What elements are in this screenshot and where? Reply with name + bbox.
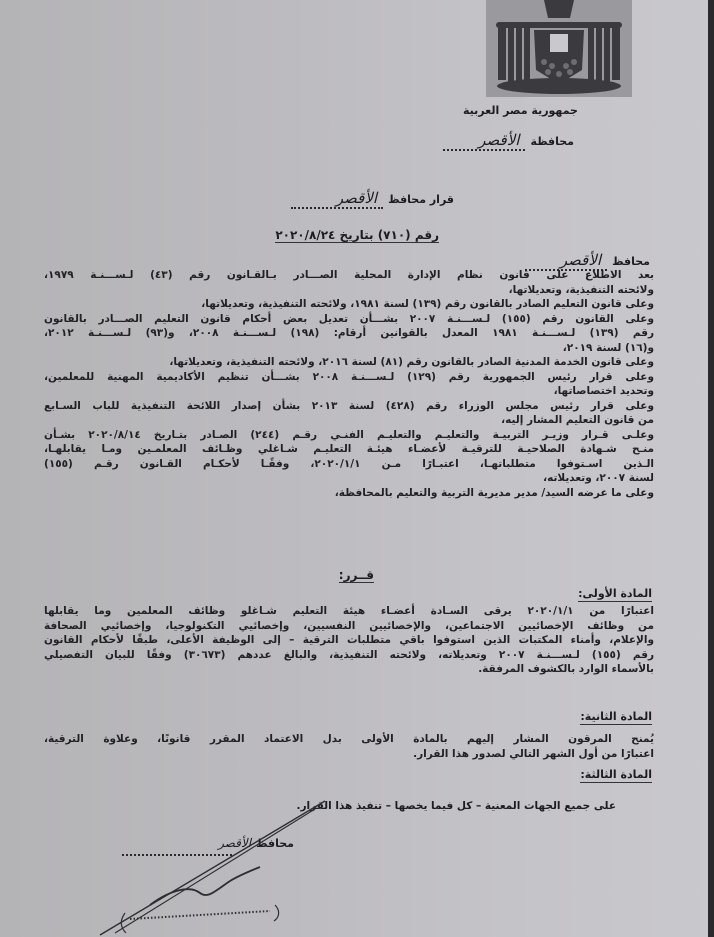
preamble-line: الـذين اسـتوفوا متطلباتهـا، اعتبـارًا مـن ٢٠٢٠/١/١، وفقًـا لأحكـام القـانون رقـم (١٥٥)	[44, 457, 654, 470]
preamble-line: بعد الاطلاع على قانون نظام الإدارة المحلية الصـــادر بـالقـانون رقم (٤٣) لـســـنـة ١٩٧٩،	[44, 269, 654, 281]
preamble	[44, 268, 654, 500]
signature-label: محافظ	[256, 837, 294, 850]
preamble-line: وعلى قانون التعليم الصادر بالقانون رقم (١٣٩) لسنة ١٩٨١، ولائحته التنفيذية، وتعديلاتها،	[201, 298, 654, 310]
decree-number-date: رقم (٧١٠) بتاريخ ٢٠٢٠/٨/٢٤	[275, 228, 439, 242]
article-2-body	[44, 732, 654, 761]
article-3-title: المادة الثالثة:	[580, 768, 652, 781]
article-line: اعتبارًا من ٢٠٢٠/١/١ يرقى السـادة أعضـاء هيئة التعليم شـاغلو وظائف المعلمين وما يقابلها	[44, 605, 654, 617]
article-1-title: المادة الأولى:	[578, 587, 652, 600]
preamble-clause	[44, 486, 654, 501]
article-1-body	[44, 604, 654, 677]
decision-heading: قــرر:	[338, 568, 374, 582]
preamble-line: وعلى قانون الخدمة المدنية الصادر بالقانون رقم (٨١) لسنة ٢٠١٦، ولائحته التنفيذية، وتعديلاتها،	[169, 356, 654, 368]
preamble-clause	[44, 370, 654, 399]
article-line: يُمنح المرقون المشار إليهم بالمادة الأولى بدل الاعتماد المقرر قانونًا، وعلاوة الترقية،	[44, 733, 654, 745]
preamble-line: من قانون التعليم المشار إليه،	[501, 414, 654, 426]
decree-title-label: قرار محافظ	[388, 193, 454, 206]
governorate-label: محافظة	[530, 135, 574, 148]
preamble-clause	[44, 355, 654, 370]
preamble-line: رقم (١٣٩) لـســـنـة ١٩٨١ المعدل بالقوانين أرقام: (١٩٨) لـســـنـة ٢٠٠٨، و(٩٣) لـســـنـة ٢٠١٢،	[44, 327, 654, 339]
handwritten-signature	[90, 795, 340, 937]
article-line: اعتبارًا من أول الشهر التالي لصدور هذا القرار.	[413, 747, 654, 760]
governorate-line	[443, 130, 574, 151]
preamble-line: وعلى قرار رئيس مجلس الوزراء رقم (٤٢٨) لسنة ٢٠١٣ بشأن إصدار اللائحة التنفيذية للباب السـابع	[44, 399, 654, 412]
preamble-line: وعلى ما عرضه السيد/ مدير مديرية التربية والتعليم بالمحافظة،	[334, 486, 654, 499]
preamble-line: وعلـى قـرار وزيـر التربيـة والتعليـم والتعليـم الفنـي رقـم (٢٤٤) الصـادر بتـاريخ ٢٠٢٠/٨/١٤ بشـأن	[44, 428, 654, 441]
page-edge-shadow	[708, 0, 714, 937]
article-line: والإعلام، وأمناء المكتبات الذين استوفوا باقي متطلبات الترقية – إلى الوظيفة الأعلى، طبقًا لأحكام القانون	[44, 634, 654, 646]
eagle-emblem-icon	[486, 0, 632, 97]
preamble-clause	[44, 312, 654, 356]
preamble-clause	[44, 399, 654, 428]
addressee-name: الأقصر	[525, 251, 607, 271]
preamble-line: ولائحته التنفيذية، وتعديلاتها،	[508, 283, 654, 296]
preamble-line: وعلى قرار رئيس الجمهورية رقم (١٢٩) لـســـنـة ٢٠٠٨ بشـــأن تنظيم الأكاديمية المهنية للمعلمين،	[44, 370, 654, 383]
governorate-name: الأقصر	[443, 131, 525, 151]
article-3-body: على جميع الجهات المعنية – كل فيما يخصها – تنفيذ هذا القرار.	[296, 800, 616, 812]
signature-governorate: الأقصر	[218, 836, 252, 850]
addressee-label: محافظ	[612, 255, 650, 268]
article-line: رقم (١٥٥) لـســـنـة ٢٠٠٧ وتعديلاته، ولائحته التنفيذية، والبالغ عددهم (٣٠٦٧٣) وفقًا للبيان التفصيلي	[44, 648, 654, 661]
preamble-line: لسنة ٢٠٠٧، وتعديلاته،	[543, 472, 654, 484]
decree-title	[291, 188, 454, 209]
article-line: بالأسماء الوارد بالكشوف المرفقة.	[478, 663, 654, 675]
preamble-line: وتحديد اختصاصاتها،	[553, 385, 654, 397]
article-2-title: المادة الثانية:	[580, 710, 652, 723]
preamble-clause	[44, 428, 654, 486]
decree-title-name: الأقصر	[291, 189, 383, 209]
preamble-line: منـح شـهادة الصلاحيـة للترقيـة لأعضـاء هيئـة التعليـم شـاغلي وظـائف المعلمـين ومـا يقابلهـا،	[44, 443, 654, 455]
country-name: جمهورية مصر العربية	[463, 104, 578, 117]
preamble-clause	[44, 297, 654, 312]
preamble-line: و(١٦) لسنة ٢٠١٩،	[562, 341, 654, 354]
preamble-line: وعلى القانون رقم (١٥٥) لـســـنـة ٢٠٠٧ بشـــأن تعديل بعض أحكام قانون التعليم الصـــادر بالقانون	[44, 312, 655, 325]
preamble-clause	[44, 268, 654, 297]
article-line: من وظائف الإخصائيين الاجتماعين، والإخصائيين النفسيين، وإخصائيي التكنولوجيا، وإخصائيي الصحافة	[44, 619, 654, 632]
